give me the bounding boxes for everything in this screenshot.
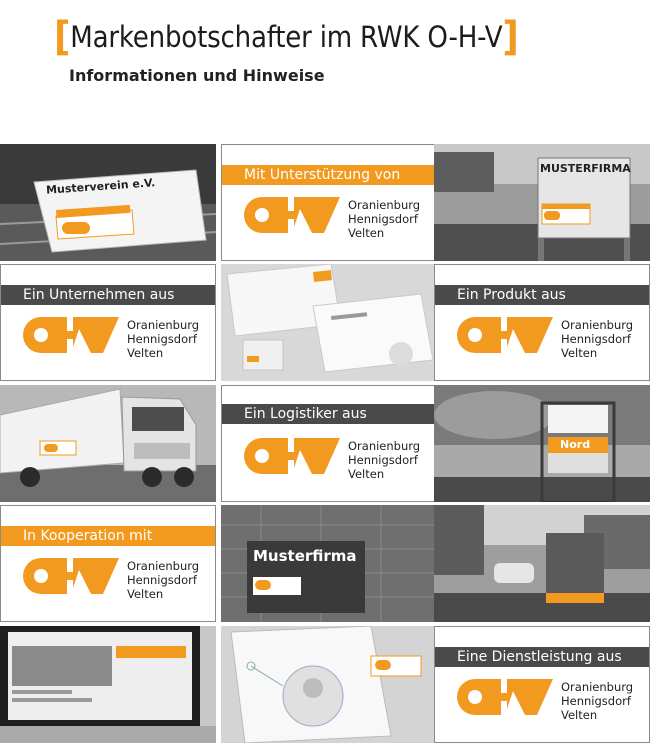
ohv-logo-icon: [457, 679, 553, 715]
logo-wordmark: Oranienburg Hennigsdorf Velten: [561, 680, 634, 722]
card-label: Eine Dienstleistung aus: [435, 647, 649, 667]
card-ein-produkt: [434, 264, 650, 381]
laptop-photo-art: [0, 626, 216, 743]
logo-wordmark: Oranienburg Hennigsdorf Velten: [348, 198, 421, 240]
photo-laptop-website: [0, 626, 216, 743]
logo-wordmark: Oranienburg Hennigsdorf Velten: [127, 559, 200, 601]
photo-verein-sign: [0, 144, 216, 261]
photo-stationery: [221, 264, 437, 381]
firma-sign-text: MUSTERFIRMA: [540, 162, 631, 175]
photo-truck: [0, 385, 216, 502]
card-mit-unterstuetzung: [221, 144, 437, 261]
title-text: Markenbotschafter im RWK O-H-V: [70, 20, 503, 54]
verein-photo-art: [0, 144, 216, 261]
pylon-label: Nord: [560, 438, 591, 451]
photo-building-sign: [221, 505, 437, 622]
logo-wordmark: Oranienburg Hennigsdorf Velten: [348, 439, 421, 481]
logo-wordmark: Oranienburg Hennigsdorf Velten: [127, 318, 200, 360]
card-ein-unternehmen: [0, 264, 216, 381]
parking-photo-art: [434, 505, 650, 622]
ohv-logo-icon: [244, 438, 340, 474]
building-sign-text: Musterfirma: [253, 547, 357, 565]
card-label: Ein Logistiker aus: [222, 404, 436, 424]
card-label: In Kooperation mit: [1, 526, 215, 546]
truck-photo-art: [0, 385, 216, 502]
card-eine-dienstleistung: [434, 626, 650, 743]
verein-sign-text: Musterverein e.V.: [45, 176, 156, 197]
card-in-kooperation: [0, 505, 216, 622]
pylon-photo-art: [434, 385, 650, 502]
photo-parking-sign: [434, 505, 650, 622]
card-label: Ein Unternehmen aus: [1, 285, 215, 305]
photo-brochure: [221, 626, 437, 743]
photo-musterfirma-sign: [434, 144, 650, 261]
ohv-logo-icon: [244, 197, 340, 233]
page-subtitle: Informationen und Hinweise: [69, 66, 325, 85]
page-title: [Markenbotschafter im RWK O-H-V]: [54, 14, 519, 60]
card-label: Ein Produkt aus: [435, 285, 649, 305]
card-label: Mit Unterstützung von: [222, 165, 436, 185]
card-ein-logistiker: [221, 385, 437, 502]
ohv-logo-icon: [457, 317, 553, 353]
brochure-photo-art: [221, 626, 437, 743]
photo-pylon-nord: [434, 385, 650, 502]
ohv-logo-icon: [23, 317, 119, 353]
ohv-logo-icon: [23, 558, 119, 594]
logo-wordmark: Oranienburg Hennigsdorf Velten: [561, 318, 634, 360]
stationery-photo-art: [221, 264, 437, 381]
